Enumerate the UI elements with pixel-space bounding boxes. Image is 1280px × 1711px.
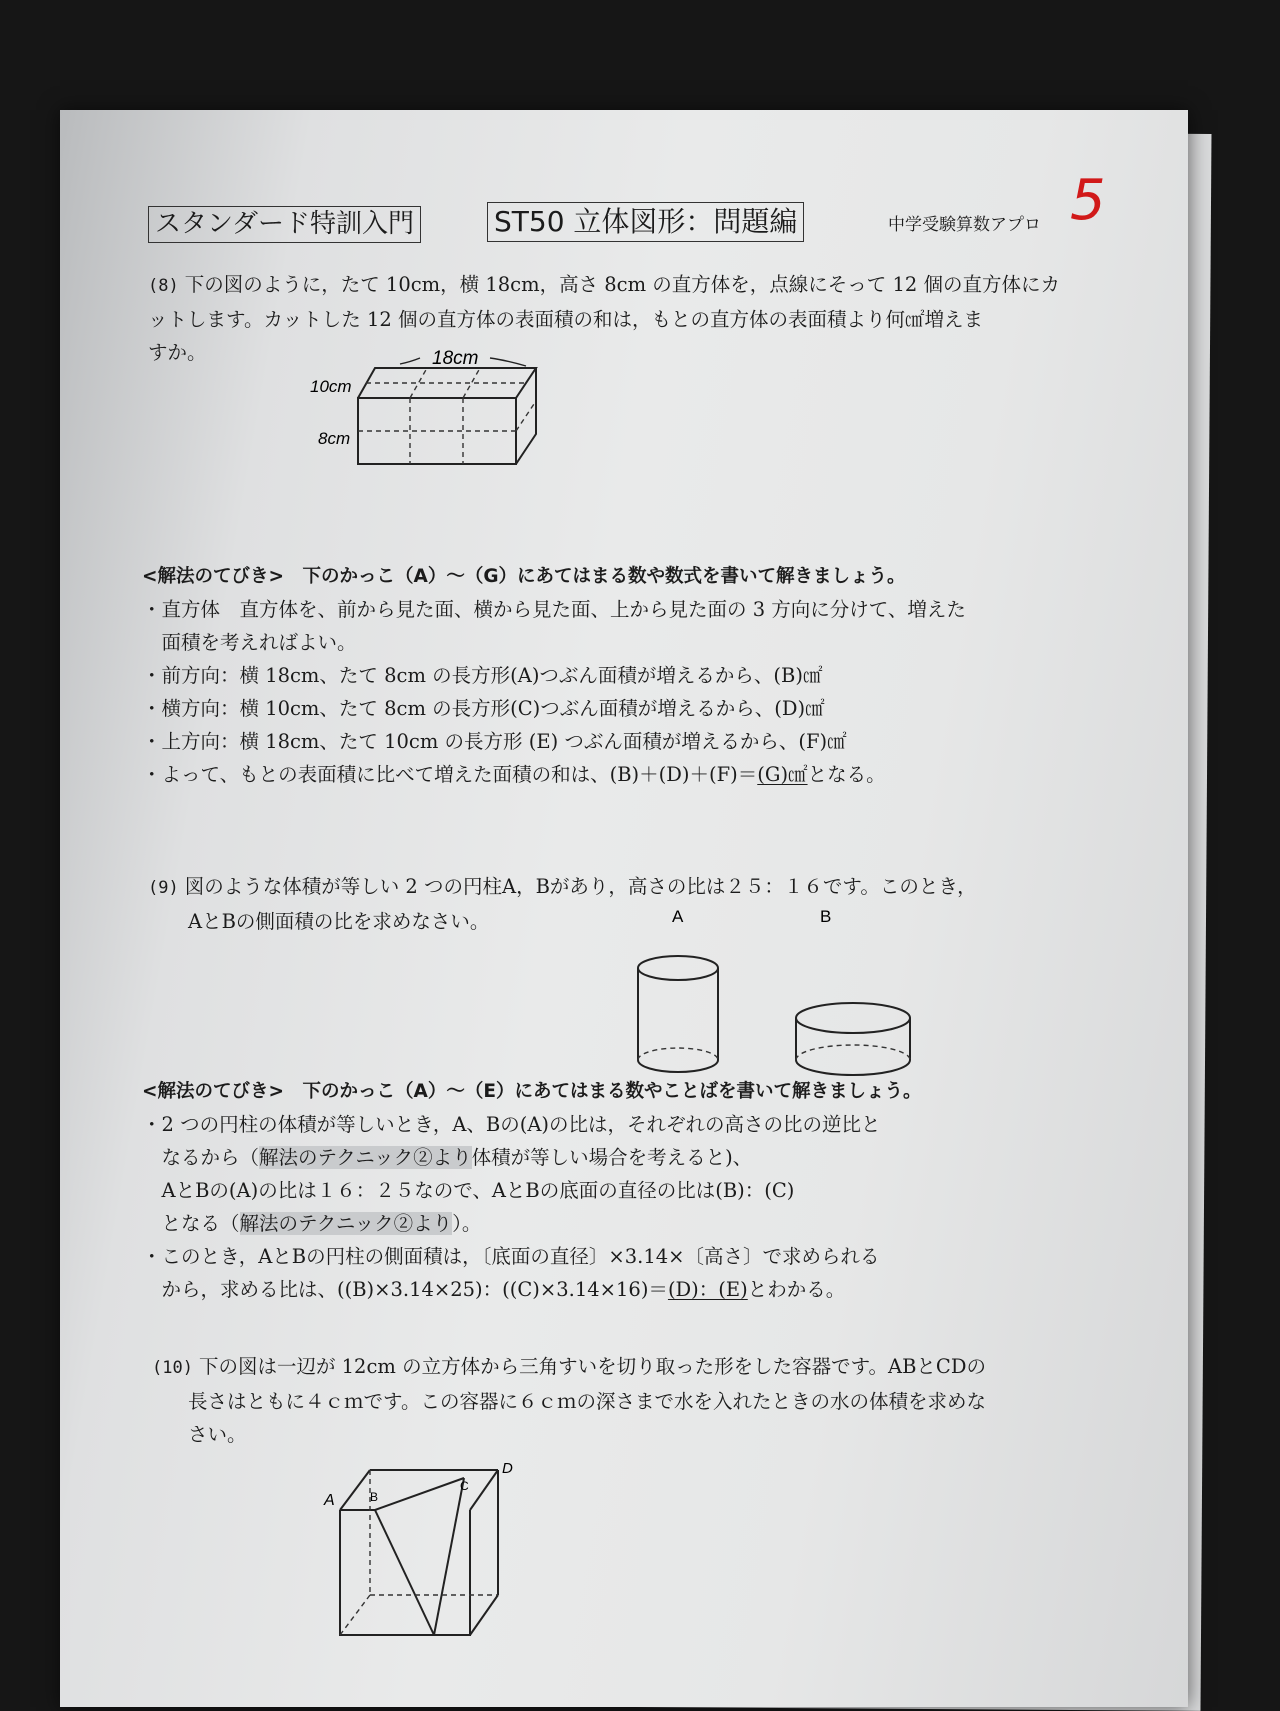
hint-9-line: [142, 1141, 1162, 1174]
hint-9-l4-pre: となる（: [142, 1212, 240, 1235]
hint-8-line-final: [142, 758, 1162, 791]
cylinder-a-label: A: [672, 907, 684, 926]
question-8-text-line1: 下の図のように，たて 10cm，横 18cm，高さ 8cm の直方体を，点線にそって 12 個の直方体にカ: [184, 273, 1060, 296]
hint-9-line: AとBの(A)の比は１６：２５なので、AとBの底面の直径の比は(B)：(C): [142, 1179, 795, 1202]
question-8-text-line2: ットします。カットした 12 個の直方体の表面積の和は，もとの直方体の表面積より何㎠増えま: [148, 308, 983, 331]
question-8-number: (8): [148, 276, 179, 296]
question-10-text-line3: さい。: [188, 1423, 247, 1446]
course-title: スタンダード特訓入門: [148, 206, 421, 243]
question-10-text-line1: 下の図は一辺が 12cm の立方体から三角すいを切り取った形をした容器です。ABとCDの: [198, 1355, 986, 1378]
question-10-text-line2: 長さはともに４ｃｍです。この容器に６ｃｍの深さまで水を入れたときの水の体積を求めな: [188, 1390, 986, 1413]
worksheet-page: [60, 110, 1188, 1707]
cylinder-b-label: B: [820, 907, 832, 926]
hint-8-line: ・横方向：横 10cm、たて 8cm の長方形(C)つぶん面積が増えるから、(D)㎠: [142, 697, 825, 720]
hint-9: [142, 1075, 1162, 1306]
hint-9-l6-answer: (D)：(E): [667, 1278, 748, 1301]
hint-8-line: ・直方体 直方体を、前から見た面、横から見た面、上から見た面の 3 方向に分けて、増えた: [142, 598, 966, 621]
hint-8: [142, 560, 1162, 791]
question-9-text-line2: AとBの側面積の比を求めなさい。: [188, 910, 490, 933]
hint-9-line: ・このとき，AとBの円柱の側面積は，〔底面の直径〕×3.14×〔高さ〕で求められる: [142, 1245, 880, 1268]
hint-9-title: <解法のてびき> 下のかっこ（A）～（E）にあてはまる数やことばを書いて解きましょう。: [142, 1081, 922, 1102]
question-9-number: (9): [148, 878, 179, 898]
hint-9-line: [142, 1207, 1162, 1240]
question-9-text-line1: 図のような体積が等しい 2 つの円柱A，Bがあり，高さの比は２５：１６です。このとき，: [184, 875, 977, 898]
question-8-text-line3: すか。: [148, 341, 207, 364]
label-10cm: 10cm: [310, 377, 352, 396]
hint-8-line: ・前方向：横 18cm、たて 8cm の長方形(A)つぶん面積が増えるから、(B)㎠: [142, 664, 823, 687]
hint-8-title: <解法のてびき> 下のかっこ（A）～（G）にあてはまる数や数式を書いて解きましょう。: [142, 566, 906, 587]
hint-8-final-prefix: ・よって、もとの表面積に比べて増えた面積の和は、(B)＋(D)＋(F)＝: [142, 763, 758, 786]
question-10: [152, 1350, 1172, 1451]
hint-9-l6-pre: から，求める比は、((B)×3.14×25)：((C)×3.14×16)＝: [142, 1278, 668, 1301]
hint-9-l4-highlight: 解法のテクニック②より: [239, 1212, 453, 1235]
hint-9-line-final: [142, 1273, 1162, 1306]
hint-8-final-answer: (G)㎠: [757, 763, 808, 786]
label-8cm: 8cm: [318, 429, 351, 448]
cylinders-figure: [620, 900, 1000, 1075]
cube-figure: [324, 1460, 630, 1665]
hint-9-l2-post: 体積が等しい場合を考えると)、: [471, 1146, 753, 1169]
hint-9-l2-highlight: 解法のテクニック②より: [259, 1146, 472, 1169]
hint-9-l2-pre: なるから（: [142, 1146, 260, 1169]
publisher-name: 中学受験算数アプロ: [888, 215, 1041, 235]
hint-9-l6-post: とわかる。: [747, 1278, 846, 1301]
question-10-number: (10): [152, 1358, 193, 1378]
vertex-c-label: C: [460, 1479, 469, 1493]
hint-8-line: ・上方向：横 18cm、たて 10cm の長方形 (E) つぶん面積が増えるから、(F)㎠: [142, 730, 847, 753]
page-title: ST50 立体図形：問題編: [487, 202, 804, 242]
vertex-b-label: B: [370, 1490, 379, 1504]
vertex-d-label: D: [502, 1460, 513, 1477]
hint-9-l4-post: ）。: [452, 1212, 482, 1235]
handwritten-page-number: 5: [1070, 168, 1106, 233]
vertex-a-label: A: [324, 1492, 335, 1509]
cuboid-figure: [300, 350, 680, 535]
hint-9-line: ・2 つの円柱の体積が等しいとき，A、Bの(A)の比は，それぞれの高さの比の逆比と: [142, 1113, 881, 1136]
hint-8-final-suffix: となる。: [807, 763, 886, 786]
label-18cm: 18cm: [432, 348, 479, 369]
hint-8-line: 面積を考えればよい。: [142, 631, 357, 654]
